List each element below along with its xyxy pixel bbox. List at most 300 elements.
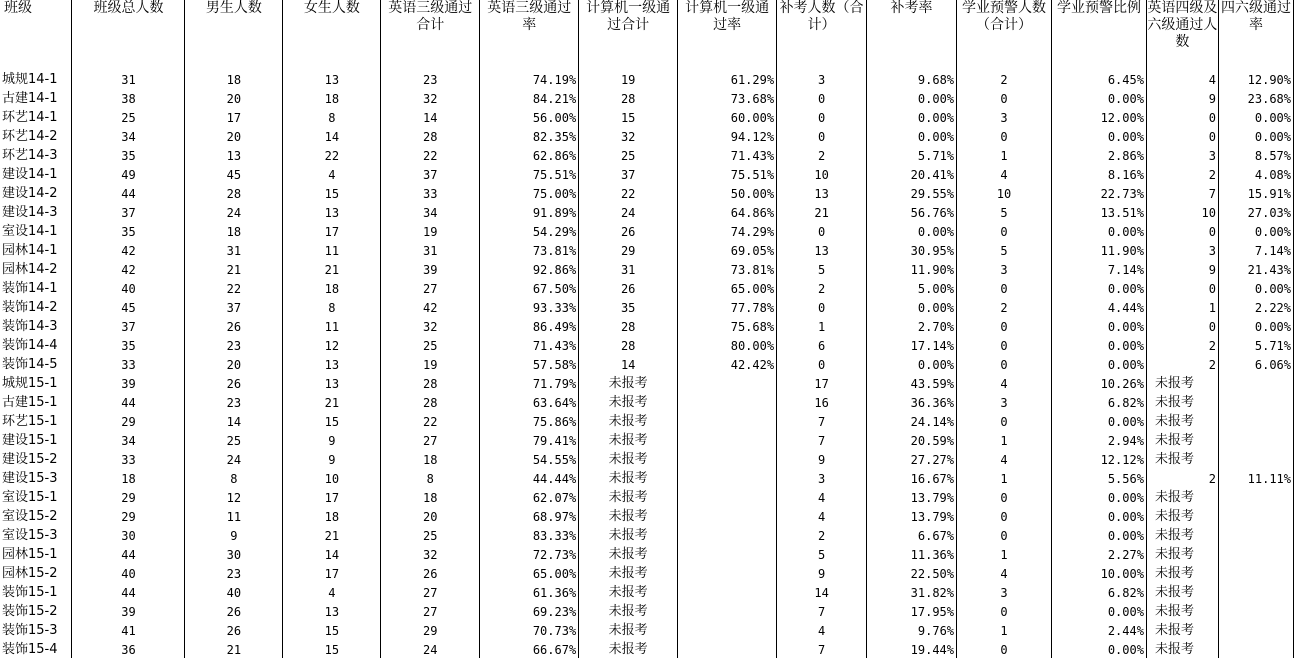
cell-cet3-pass-rate[interactable]: 62.86% [480,146,579,165]
cell-cet46-pass-count[interactable]: 未报考 [1146,564,1218,583]
cell-computer-l1-pass-count[interactable]: 25 [579,146,678,165]
cell-computer-l1-pass-rate[interactable]: 71.43% [678,146,777,165]
cell-computer-l1-pass-rate[interactable]: 75.68% [678,317,777,336]
cell-cet3-pass-count[interactable]: 28 [381,374,480,393]
cell-cet3-pass-count[interactable]: 25 [381,526,480,545]
cell-warning-count[interactable]: 0 [957,89,1052,108]
cell-cet3-pass-rate[interactable]: 54.55% [480,450,579,469]
cell-cet3-pass-count[interactable]: 27 [381,431,480,450]
cell-class-total[interactable]: 41 [72,621,185,640]
cell-warning-count[interactable]: 1 [957,545,1052,564]
cell-class-total[interactable]: 29 [72,507,185,526]
cell-male-count[interactable]: 8 [185,469,283,488]
cell-computer-l1-pass-count[interactable]: 35 [579,298,678,317]
cell-class-name[interactable]: 城规15-1 [0,374,72,393]
cell-cet3-pass-count[interactable]: 22 [381,412,480,431]
cell-cet46-pass-rate[interactable] [1218,431,1293,450]
cell-cet46-pass-rate[interactable] [1218,545,1293,564]
cell-class-name[interactable]: 环艺14-2 [0,127,72,146]
cell-cet3-pass-rate[interactable]: 93.33% [480,298,579,317]
cell-cet46-pass-count[interactable]: 1 [1146,298,1218,317]
cell-class-total[interactable]: 33 [72,355,185,374]
cell-cet3-pass-count[interactable]: 28 [381,393,480,412]
cell-cet3-pass-rate[interactable]: 79.41% [480,431,579,450]
cell-computer-l1-pass-rate[interactable] [678,374,777,393]
cell-cet3-pass-rate[interactable]: 71.43% [480,336,579,355]
cell-cet3-pass-count[interactable]: 32 [381,317,480,336]
cell-class-total[interactable]: 39 [72,374,185,393]
cell-class-total[interactable]: 35 [72,146,185,165]
cell-class-total[interactable]: 35 [72,222,185,241]
cell-computer-l1-pass-rate[interactable] [678,602,777,621]
cell-makeup-rate[interactable]: 11.90% [867,260,957,279]
cell-warning-count[interactable]: 0 [957,317,1052,336]
cell-cet46-pass-rate[interactable] [1218,564,1293,583]
cell-cet46-pass-rate[interactable]: 8.57% [1218,146,1293,165]
cell-cet3-pass-rate[interactable]: 73.81% [480,241,579,260]
cell-cet3-pass-rate[interactable]: 71.79% [480,374,579,393]
cell-warning-rate[interactable]: 2.86% [1051,146,1146,165]
cell-cet3-pass-rate[interactable]: 62.07% [480,488,579,507]
cell-male-count[interactable]: 26 [185,602,283,621]
cell-male-count[interactable]: 23 [185,393,283,412]
cell-computer-l1-pass-rate[interactable]: 74.29% [678,222,777,241]
cell-makeup-rate[interactable]: 6.67% [867,526,957,545]
cell-class-name[interactable]: 园林15-1 [0,545,72,564]
cell-cet46-pass-rate[interactable] [1218,640,1293,658]
cell-computer-l1-pass-rate[interactable]: 77.78% [678,298,777,317]
cell-cet3-pass-rate[interactable]: 82.35% [480,127,579,146]
cell-cet46-pass-rate[interactable]: 23.68% [1218,89,1293,108]
header-cell-computer-l1-pass-rate[interactable]: 计算机一级通过率 [678,0,777,70]
cell-computer-l1-pass-count[interactable]: 26 [579,222,678,241]
cell-cet3-pass-rate[interactable]: 69.23% [480,602,579,621]
cell-computer-l1-pass-count[interactable]: 未报考 [579,374,678,393]
cell-makeup-rate[interactable]: 5.00% [867,279,957,298]
cell-makeup-rate[interactable]: 20.59% [867,431,957,450]
cell-cet3-pass-rate[interactable]: 75.51% [480,165,579,184]
cell-computer-l1-pass-count[interactable]: 未报考 [579,526,678,545]
cell-makeup-rate[interactable]: 22.50% [867,564,957,583]
cell-cet46-pass-count[interactable]: 0 [1146,279,1218,298]
cell-female-count[interactable]: 4 [283,583,381,602]
cell-cet3-pass-rate[interactable]: 92.86% [480,260,579,279]
header-cell-computer-l1-pass-count[interactable]: 计算机一级通过合计 [579,0,678,70]
cell-class-total[interactable]: 37 [72,317,185,336]
cell-cet3-pass-count[interactable]: 25 [381,336,480,355]
cell-male-count[interactable]: 9 [185,526,283,545]
cell-class-name[interactable]: 室设14-1 [0,222,72,241]
cell-class-name[interactable]: 建设15-2 [0,450,72,469]
cell-warning-count[interactable]: 4 [957,450,1052,469]
cell-makeup-count[interactable]: 4 [777,621,867,640]
cell-female-count[interactable]: 22 [283,146,381,165]
cell-cet3-pass-rate[interactable]: 65.00% [480,564,579,583]
cell-warning-rate[interactable]: 0.00% [1051,127,1146,146]
cell-cet3-pass-count[interactable]: 18 [381,488,480,507]
cell-class-total[interactable]: 40 [72,564,185,583]
cell-makeup-count[interactable]: 0 [777,127,867,146]
cell-computer-l1-pass-rate[interactable]: 64.86% [678,203,777,222]
cell-cet46-pass-rate[interactable]: 0.00% [1218,317,1293,336]
header-cell-cet46-pass-rate[interactable]: 四六级通过率 [1218,0,1293,70]
cell-computer-l1-pass-rate[interactable] [678,431,777,450]
cell-cet3-pass-count[interactable]: 24 [381,640,480,658]
cell-female-count[interactable]: 12 [283,336,381,355]
cell-computer-l1-pass-rate[interactable] [678,507,777,526]
cell-class-total[interactable]: 38 [72,89,185,108]
cell-cet46-pass-count[interactable]: 0 [1146,108,1218,127]
cell-warning-count[interactable]: 0 [957,222,1052,241]
cell-class-total[interactable]: 29 [72,412,185,431]
cell-female-count[interactable]: 11 [283,317,381,336]
cell-cet46-pass-rate[interactable]: 5.71% [1218,336,1293,355]
cell-male-count[interactable]: 26 [185,374,283,393]
cell-cet3-pass-count[interactable]: 34 [381,203,480,222]
header-cell-makeup-count[interactable]: 补考人数（合计） [777,0,867,70]
cell-female-count[interactable]: 15 [283,621,381,640]
cell-class-name[interactable]: 园林15-2 [0,564,72,583]
cell-warning-count[interactable]: 0 [957,336,1052,355]
cell-class-total[interactable]: 30 [72,526,185,545]
cell-cet3-pass-count[interactable]: 42 [381,298,480,317]
cell-makeup-rate[interactable]: 30.95% [867,241,957,260]
cell-class-name[interactable]: 古建14-1 [0,89,72,108]
cell-class-name[interactable]: 装饰14-3 [0,317,72,336]
cell-warning-count[interactable]: 5 [957,241,1052,260]
cell-cet46-pass-count[interactable]: 4 [1146,70,1218,89]
cell-cet3-pass-count[interactable]: 18 [381,450,480,469]
cell-computer-l1-pass-rate[interactable] [678,393,777,412]
cell-computer-l1-pass-count[interactable]: 32 [579,127,678,146]
cell-class-name[interactable]: 建设15-1 [0,431,72,450]
cell-makeup-count[interactable]: 6 [777,336,867,355]
cell-female-count[interactable]: 11 [283,241,381,260]
cell-computer-l1-pass-count[interactable]: 未报考 [579,545,678,564]
cell-class-total[interactable]: 34 [72,127,185,146]
cell-makeup-rate[interactable]: 13.79% [867,488,957,507]
cell-class-total[interactable]: 44 [72,393,185,412]
cell-male-count[interactable]: 21 [185,260,283,279]
cell-warning-rate[interactable]: 10.26% [1051,374,1146,393]
cell-class-name[interactable]: 装饰15-3 [0,621,72,640]
cell-computer-l1-pass-rate[interactable]: 94.12% [678,127,777,146]
cell-computer-l1-pass-count[interactable]: 未报考 [579,450,678,469]
cell-female-count[interactable]: 8 [283,298,381,317]
cell-cet46-pass-count[interactable]: 0 [1146,317,1218,336]
cell-female-count[interactable]: 14 [283,545,381,564]
cell-warning-rate[interactable]: 10.00% [1051,564,1146,583]
cell-warning-count[interactable]: 0 [957,507,1052,526]
cell-warning-rate[interactable]: 0.00% [1051,640,1146,658]
cell-computer-l1-pass-count[interactable]: 未报考 [579,564,678,583]
cell-makeup-count[interactable]: 0 [777,108,867,127]
cell-cet3-pass-rate[interactable]: 66.67% [480,640,579,658]
cell-computer-l1-pass-count[interactable]: 28 [579,336,678,355]
cell-male-count[interactable]: 22 [185,279,283,298]
cell-class-name[interactable]: 装饰15-1 [0,583,72,602]
cell-warning-rate[interactable]: 0.00% [1051,355,1146,374]
cell-cet3-pass-rate[interactable]: 67.50% [480,279,579,298]
cell-class-total[interactable]: 40 [72,279,185,298]
cell-class-name[interactable]: 环艺15-1 [0,412,72,431]
cell-cet46-pass-count[interactable]: 未报考 [1146,583,1218,602]
cell-class-total[interactable]: 36 [72,640,185,658]
cell-makeup-count[interactable]: 4 [777,507,867,526]
cell-makeup-count[interactable]: 16 [777,393,867,412]
cell-female-count[interactable]: 18 [283,89,381,108]
cell-female-count[interactable]: 14 [283,127,381,146]
cell-class-name[interactable]: 装饰14-2 [0,298,72,317]
cell-cet46-pass-count[interactable]: 未报考 [1146,431,1218,450]
cell-warning-count[interactable]: 3 [957,583,1052,602]
cell-makeup-count[interactable]: 17 [777,374,867,393]
cell-computer-l1-pass-rate[interactable] [678,526,777,545]
cell-makeup-rate[interactable]: 0.00% [867,222,957,241]
cell-computer-l1-pass-rate[interactable] [678,545,777,564]
cell-computer-l1-pass-count[interactable]: 未报考 [579,469,678,488]
cell-class-total[interactable]: 33 [72,450,185,469]
cell-cet46-pass-rate[interactable]: 2.22% [1218,298,1293,317]
cell-warning-count[interactable]: 3 [957,393,1052,412]
cell-makeup-rate[interactable]: 0.00% [867,355,957,374]
cell-cet46-pass-count[interactable]: 10 [1146,203,1218,222]
cell-male-count[interactable]: 31 [185,241,283,260]
cell-class-name[interactable]: 建设15-3 [0,469,72,488]
cell-cet3-pass-rate[interactable]: 54.29% [480,222,579,241]
cell-warning-rate[interactable]: 22.73% [1051,184,1146,203]
cell-cet46-pass-count[interactable]: 未报考 [1146,602,1218,621]
cell-warning-count[interactable]: 1 [957,469,1052,488]
cell-makeup-rate[interactable]: 2.70% [867,317,957,336]
cell-cet46-pass-count[interactable]: 9 [1146,260,1218,279]
cell-computer-l1-pass-rate[interactable] [678,488,777,507]
cell-male-count[interactable]: 23 [185,564,283,583]
cell-class-name[interactable]: 装饰14-5 [0,355,72,374]
cell-computer-l1-pass-count[interactable]: 14 [579,355,678,374]
cell-class-name[interactable]: 室设15-2 [0,507,72,526]
header-cell-cet46-pass-count[interactable]: 英语四级及六级通过人数 [1146,0,1218,70]
cell-cet46-pass-rate[interactable]: 7.14% [1218,241,1293,260]
cell-warning-count[interactable]: 0 [957,526,1052,545]
cell-makeup-count[interactable]: 3 [777,70,867,89]
cell-makeup-rate[interactable]: 9.76% [867,621,957,640]
header-cell-warning-count[interactable]: 学业预警人数（合计） [957,0,1052,70]
cell-warning-count[interactable]: 5 [957,203,1052,222]
cell-computer-l1-pass-count[interactable]: 22 [579,184,678,203]
cell-computer-l1-pass-rate[interactable] [678,621,777,640]
cell-cet3-pass-count[interactable]: 19 [381,355,480,374]
cell-cet46-pass-rate[interactable]: 4.08% [1218,165,1293,184]
cell-cet3-pass-rate[interactable]: 63.64% [480,393,579,412]
cell-cet46-pass-count[interactable]: 未报考 [1146,526,1218,545]
cell-cet46-pass-rate[interactable]: 21.43% [1218,260,1293,279]
cell-computer-l1-pass-count[interactable]: 29 [579,241,678,260]
cell-warning-count[interactable]: 0 [957,640,1052,658]
cell-cet3-pass-count[interactable]: 8 [381,469,480,488]
cell-male-count[interactable]: 26 [185,317,283,336]
cell-cet46-pass-count[interactable]: 未报考 [1146,374,1218,393]
cell-cet3-pass-rate[interactable]: 57.58% [480,355,579,374]
cell-class-name[interactable]: 装饰14-4 [0,336,72,355]
cell-female-count[interactable]: 21 [283,260,381,279]
cell-cet3-pass-count[interactable]: 27 [381,602,480,621]
cell-cet3-pass-rate[interactable]: 61.36% [480,583,579,602]
cell-makeup-rate[interactable]: 27.27% [867,450,957,469]
cell-male-count[interactable]: 12 [185,488,283,507]
cell-warning-rate[interactable]: 6.82% [1051,393,1146,412]
cell-makeup-count[interactable]: 10 [777,165,867,184]
cell-makeup-count[interactable]: 13 [777,184,867,203]
cell-female-count[interactable]: 15 [283,412,381,431]
cell-cet3-pass-count[interactable]: 37 [381,165,480,184]
cell-male-count[interactable]: 13 [185,146,283,165]
cell-cet46-pass-count[interactable]: 0 [1146,127,1218,146]
header-cell-warning-rate[interactable]: 学业预警比例 [1051,0,1146,70]
cell-class-name[interactable]: 园林14-1 [0,241,72,260]
cell-cet3-pass-count[interactable]: 27 [381,583,480,602]
cell-cet3-pass-count[interactable]: 33 [381,184,480,203]
cell-computer-l1-pass-rate[interactable] [678,640,777,658]
cell-makeup-count[interactable]: 7 [777,412,867,431]
cell-computer-l1-pass-count[interactable]: 未报考 [579,640,678,658]
cell-female-count[interactable]: 18 [283,507,381,526]
cell-warning-rate[interactable]: 7.14% [1051,260,1146,279]
cell-cet46-pass-count[interactable]: 2 [1146,469,1218,488]
cell-warning-rate[interactable]: 0.00% [1051,488,1146,507]
cell-warning-rate[interactable]: 12.00% [1051,108,1146,127]
cell-class-total[interactable]: 42 [72,241,185,260]
cell-class-total[interactable]: 44 [72,184,185,203]
cell-cet3-pass-rate[interactable]: 91.89% [480,203,579,222]
cell-warning-rate[interactable]: 0.00% [1051,89,1146,108]
cell-warning-rate[interactable]: 4.44% [1051,298,1146,317]
cell-cet46-pass-count[interactable]: 2 [1146,336,1218,355]
cell-computer-l1-pass-rate[interactable]: 61.29% [678,70,777,89]
cell-makeup-rate[interactable]: 17.14% [867,336,957,355]
cell-female-count[interactable]: 13 [283,203,381,222]
cell-cet46-pass-count[interactable]: 未报考 [1146,621,1218,640]
cell-male-count[interactable]: 40 [185,583,283,602]
cell-cet3-pass-rate[interactable]: 72.73% [480,545,579,564]
cell-makeup-rate[interactable]: 31.82% [867,583,957,602]
cell-makeup-count[interactable]: 21 [777,203,867,222]
cell-computer-l1-pass-rate[interactable]: 73.81% [678,260,777,279]
cell-warning-count[interactable]: 4 [957,564,1052,583]
cell-cet46-pass-rate[interactable] [1218,602,1293,621]
cell-class-name[interactable]: 装饰15-4 [0,640,72,658]
cell-cet3-pass-rate[interactable]: 84.21% [480,89,579,108]
cell-male-count[interactable]: 24 [185,203,283,222]
cell-cet3-pass-count[interactable]: 14 [381,108,480,127]
cell-male-count[interactable]: 25 [185,431,283,450]
cell-makeup-rate[interactable]: 9.68% [867,70,957,89]
cell-makeup-count[interactable]: 9 [777,564,867,583]
cell-computer-l1-pass-count[interactable]: 未报考 [579,602,678,621]
cell-warning-rate[interactable]: 0.00% [1051,336,1146,355]
cell-female-count[interactable]: 17 [283,488,381,507]
cell-cet46-pass-rate[interactable]: 0.00% [1218,222,1293,241]
cell-female-count[interactable]: 18 [283,279,381,298]
cell-computer-l1-pass-count[interactable]: 24 [579,203,678,222]
cell-cet46-pass-rate[interactable] [1218,374,1293,393]
cell-cet3-pass-rate[interactable]: 75.86% [480,412,579,431]
cell-computer-l1-pass-count[interactable]: 26 [579,279,678,298]
cell-computer-l1-pass-count[interactable]: 未报考 [579,583,678,602]
cell-warning-rate[interactable]: 0.00% [1051,507,1146,526]
cell-male-count[interactable]: 14 [185,412,283,431]
cell-male-count[interactable]: 37 [185,298,283,317]
cell-class-total[interactable]: 25 [72,108,185,127]
cell-cet3-pass-rate[interactable]: 44.44% [480,469,579,488]
cell-makeup-rate[interactable]: 19.44% [867,640,957,658]
cell-warning-rate[interactable]: 13.51% [1051,203,1146,222]
cell-cet46-pass-count[interactable]: 未报考 [1146,640,1218,658]
cell-class-name[interactable]: 装饰14-1 [0,279,72,298]
cell-warning-rate[interactable]: 0.00% [1051,317,1146,336]
cell-female-count[interactable]: 10 [283,469,381,488]
cell-male-count[interactable]: 18 [185,222,283,241]
cell-male-count[interactable]: 30 [185,545,283,564]
cell-cet3-pass-count[interactable]: 22 [381,146,480,165]
cell-warning-rate[interactable]: 0.00% [1051,279,1146,298]
cell-cet46-pass-rate[interactable]: 0.00% [1218,108,1293,127]
cell-computer-l1-pass-rate[interactable]: 69.05% [678,241,777,260]
cell-computer-l1-pass-rate[interactable] [678,412,777,431]
cell-computer-l1-pass-rate[interactable]: 73.68% [678,89,777,108]
cell-cet46-pass-count[interactable]: 7 [1146,184,1218,203]
cell-warning-rate[interactable]: 8.16% [1051,165,1146,184]
cell-class-name[interactable]: 古建15-1 [0,393,72,412]
cell-computer-l1-pass-count[interactable]: 28 [579,317,678,336]
cell-female-count[interactable]: 9 [283,431,381,450]
cell-makeup-rate[interactable]: 56.76% [867,203,957,222]
cell-makeup-count[interactable]: 0 [777,89,867,108]
cell-computer-l1-pass-count[interactable]: 31 [579,260,678,279]
cell-makeup-count[interactable]: 7 [777,640,867,658]
cell-computer-l1-pass-count[interactable]: 未报考 [579,621,678,640]
cell-cet3-pass-rate[interactable]: 86.49% [480,317,579,336]
cell-female-count[interactable]: 13 [283,70,381,89]
header-cell-male-count[interactable]: 男生人数 [185,0,283,70]
cell-makeup-count[interactable]: 0 [777,298,867,317]
cell-computer-l1-pass-rate[interactable] [678,450,777,469]
cell-makeup-rate[interactable]: 5.71% [867,146,957,165]
cell-warning-rate[interactable]: 11.90% [1051,241,1146,260]
cell-cet46-pass-rate[interactable] [1218,412,1293,431]
cell-cet3-pass-count[interactable]: 23 [381,70,480,89]
cell-warning-rate[interactable]: 2.27% [1051,545,1146,564]
cell-class-name[interactable]: 室设15-3 [0,526,72,545]
cell-cet46-pass-count[interactable]: 未报考 [1146,393,1218,412]
cell-warning-count[interactable]: 4 [957,374,1052,393]
cell-makeup-rate[interactable]: 11.36% [867,545,957,564]
cell-cet46-pass-rate[interactable] [1218,450,1293,469]
cell-warning-rate[interactable]: 2.94% [1051,431,1146,450]
cell-warning-count[interactable]: 3 [957,260,1052,279]
cell-cet46-pass-rate[interactable]: 0.00% [1218,127,1293,146]
cell-female-count[interactable]: 17 [283,564,381,583]
cell-class-total[interactable]: 31 [72,70,185,89]
cell-class-total[interactable]: 18 [72,469,185,488]
cell-cet46-pass-count[interactable]: 2 [1146,165,1218,184]
cell-cet3-pass-count[interactable]: 39 [381,260,480,279]
cell-female-count[interactable]: 15 [283,184,381,203]
cell-cet46-pass-count[interactable]: 未报考 [1146,450,1218,469]
cell-cet3-pass-count[interactable]: 28 [381,127,480,146]
cell-makeup-rate[interactable]: 24.14% [867,412,957,431]
cell-warning-count[interactable]: 4 [957,165,1052,184]
